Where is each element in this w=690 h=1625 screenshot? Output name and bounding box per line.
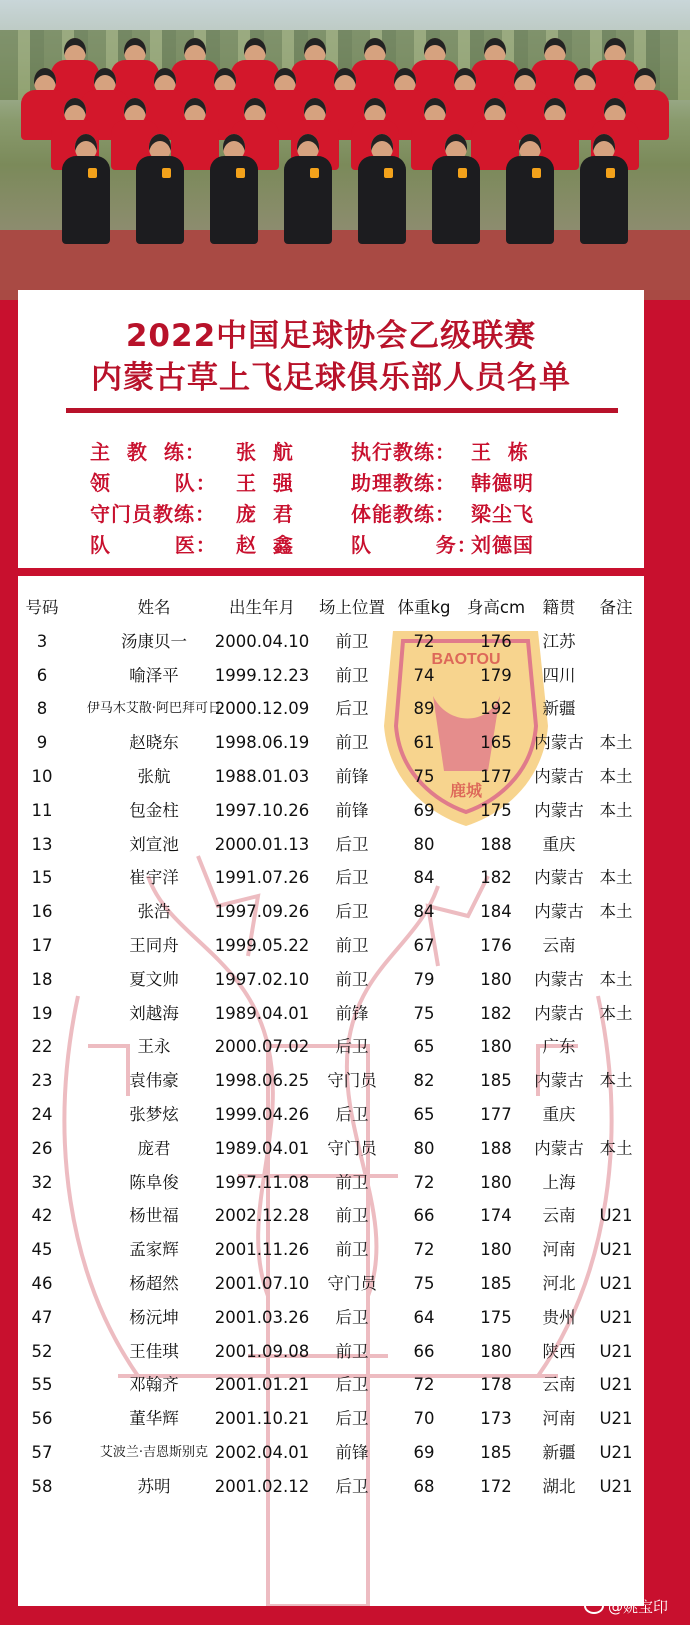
table-row	[18, 1031, 644, 1063]
table-row	[18, 862, 644, 894]
col-hometown: 广东	[542, 1037, 576, 1057]
staff-role: 助理教练：	[351, 471, 456, 495]
col-number: 15	[31, 868, 53, 888]
col-name: 伊马木艾散·阿巴拜可日	[86, 701, 222, 717]
col-number: 45	[31, 1240, 53, 1260]
weibo-credit	[584, 1596, 668, 1617]
title-line-2: 内蒙古草上飞足球俱乐部人员名单	[91, 360, 571, 396]
col-height: 176	[480, 936, 512, 955]
col-hometown: 云南	[542, 1206, 576, 1226]
table-row	[18, 1471, 644, 1503]
header-col-height: 身高cm	[466, 598, 526, 617]
col-position: 前卫	[335, 1240, 369, 1260]
col-height: 184	[480, 902, 512, 922]
photo-staff-row	[0, 134, 690, 244]
col-name: 喻泽平	[129, 665, 179, 685]
col-position: 前卫	[335, 969, 369, 989]
col-weight: 79	[413, 969, 435, 989]
col-position: 前卫	[335, 665, 369, 685]
col-name: 董华辉	[129, 1409, 179, 1429]
col-name: 王佳琪	[129, 1341, 179, 1361]
col-number: 19	[31, 1003, 53, 1023]
col-weight: 69	[413, 800, 435, 820]
col-position: 前卫	[335, 733, 369, 753]
col-hometown: 重庆	[542, 1105, 576, 1124]
col-note	[590, 693, 642, 725]
col-height: 165	[480, 733, 512, 753]
col-position: 前卫	[335, 631, 369, 651]
col-weight: 66	[413, 1206, 435, 1226]
col-position: 前锋	[335, 1443, 369, 1462]
col-weight: 66	[413, 1341, 435, 1361]
col-hometown: 新疆	[542, 699, 576, 719]
col-number: 58	[31, 1476, 53, 1496]
col-number: 57	[31, 1443, 53, 1462]
col-name: 包金柱	[129, 800, 179, 820]
col-note: U21	[599, 1274, 633, 1293]
col-position: 前锋	[335, 767, 369, 786]
staff-role: 队 医：	[90, 533, 217, 557]
col-name: 陈阜俊	[129, 1172, 179, 1192]
col-birthdate: 1999.04.26	[214, 1105, 310, 1124]
col-name: 刘越海	[129, 1003, 179, 1023]
col-hometown: 四川	[542, 665, 576, 685]
col-number: 22	[31, 1037, 53, 1057]
col-name: 邓翰齐	[129, 1375, 179, 1395]
col-name: 艾波兰·吉恩斯别克	[99, 1445, 209, 1460]
col-weight: 65	[413, 1037, 435, 1057]
col-hometown: 内蒙古	[534, 969, 584, 989]
col-position: 守门员	[327, 1274, 377, 1293]
col-weight: 84	[413, 902, 435, 922]
col-hometown: 内蒙古	[534, 902, 584, 922]
col-position: 守门员	[327, 1071, 377, 1091]
col-height: 180	[480, 1172, 512, 1192]
col-height: 180	[480, 1037, 512, 1057]
col-birthdate: 2001.11.26	[214, 1240, 310, 1260]
col-note: U21	[599, 1476, 633, 1496]
col-hometown: 重庆	[542, 834, 576, 854]
col-hometown: 河北	[542, 1274, 576, 1293]
col-hometown: 内蒙古	[534, 868, 584, 888]
col-weight: 72	[413, 1240, 435, 1260]
col-birthdate: 1999.12.23	[214, 665, 310, 685]
col-birthdate: 1997.11.08	[214, 1172, 310, 1192]
col-note	[590, 829, 642, 861]
staff-name: 庞 君	[236, 502, 294, 526]
col-note	[590, 1031, 642, 1063]
table-row	[18, 1167, 644, 1199]
col-birthdate: 2000.07.02	[214, 1037, 310, 1057]
col-birthdate: 2001.02.12	[214, 1476, 310, 1496]
table-row	[18, 896, 644, 928]
table-row	[18, 1268, 644, 1300]
col-note: 本土	[599, 1003, 633, 1023]
staff-name: 韩德明	[471, 471, 534, 495]
col-height: 176	[480, 631, 512, 651]
col-number: 47	[31, 1307, 53, 1327]
col-number: 6	[36, 665, 48, 685]
col-number: 56	[31, 1409, 53, 1429]
col-hometown: 河南	[542, 1240, 576, 1260]
staff-role: 守门员教练：	[90, 502, 216, 526]
col-hometown: 内蒙古	[534, 1071, 584, 1091]
col-note: 本土	[599, 800, 633, 820]
col-height: 185	[480, 1274, 512, 1293]
col-height: 172	[480, 1476, 512, 1496]
weibo-icon	[584, 1598, 604, 1614]
staff-role: 执行教练：	[351, 440, 456, 464]
staff-name: 梁尘飞	[471, 502, 534, 526]
col-position: 后卫	[335, 1105, 369, 1124]
col-number: 26	[31, 1138, 53, 1158]
col-position: 后卫	[335, 1307, 369, 1327]
col-position: 前卫	[335, 1206, 369, 1226]
staff-name: 王 强	[236, 471, 294, 495]
header-col-birthdate: 出生年月	[229, 598, 295, 617]
table-row	[18, 660, 644, 692]
title-line-1: 2022中国足球协会乙级联赛	[125, 318, 537, 354]
col-note	[590, 626, 642, 658]
staff-role: 领 队：	[90, 471, 217, 495]
col-name: 崔宇洋	[129, 868, 179, 888]
table-row	[18, 964, 644, 996]
col-note: 本土	[599, 1138, 633, 1158]
col-name: 刘宣池	[129, 834, 179, 854]
col-name: 杨超然	[129, 1274, 179, 1293]
staff-name: 王 栋	[471, 440, 529, 464]
col-name: 苏明	[137, 1476, 171, 1496]
col-number: 55	[31, 1375, 53, 1395]
col-weight: 80	[413, 1138, 435, 1158]
col-position: 后卫	[335, 1476, 369, 1496]
table-row	[18, 829, 644, 861]
staff-role: 体能教练：	[351, 502, 456, 526]
col-weight: 67	[413, 936, 435, 955]
col-hometown: 湖北	[542, 1476, 576, 1496]
col-height: 177	[480, 767, 512, 786]
col-weight: 75	[413, 1274, 435, 1293]
col-position: 后卫	[335, 699, 369, 719]
col-hometown: 上海	[542, 1172, 576, 1192]
col-note	[590, 1167, 642, 1199]
col-height: 185	[480, 1443, 512, 1462]
col-hometown: 陕西	[542, 1341, 576, 1361]
col-number: 17	[31, 936, 53, 955]
col-birthdate: 1989.04.01	[214, 1003, 310, 1023]
col-hometown: 内蒙古	[534, 800, 584, 820]
header-col-note: 备注	[599, 598, 633, 617]
table-row	[18, 626, 644, 658]
col-note: U21	[599, 1307, 633, 1327]
badge-text-bottom: 鹿城	[449, 781, 483, 800]
staff-role: 队 务：	[351, 533, 478, 557]
staff-name: 赵 鑫	[236, 533, 294, 557]
col-weight: 70	[413, 1409, 435, 1429]
col-name: 夏文帅	[129, 969, 179, 989]
col-note: U21	[599, 1443, 633, 1462]
header-col-number: 号码	[25, 598, 59, 617]
col-number: 32	[31, 1172, 53, 1192]
col-weight: 82	[413, 1071, 435, 1091]
col-birthdate: 2000.12.09	[214, 699, 310, 719]
col-height: 180	[480, 1341, 512, 1361]
col-birthdate: 1997.09.26	[214, 902, 310, 922]
col-birthdate: 1991.07.26	[214, 868, 310, 888]
col-name: 王同舟	[129, 936, 179, 955]
col-position: 前卫	[335, 1341, 369, 1361]
table-row	[18, 761, 644, 793]
col-position: 后卫	[335, 868, 369, 888]
col-height: 188	[480, 1138, 512, 1158]
col-hometown: 河南	[542, 1409, 576, 1429]
col-number: 46	[31, 1274, 53, 1293]
table-row	[18, 1403, 644, 1435]
col-birthdate: 2002.12.28	[214, 1206, 310, 1226]
col-weight: 64	[413, 1307, 435, 1327]
col-note: 本土	[599, 767, 633, 786]
col-position: 前锋	[335, 800, 369, 820]
col-height: 185	[480, 1071, 512, 1091]
col-hometown: 内蒙古	[534, 767, 584, 786]
col-height: 174	[480, 1206, 512, 1226]
col-position: 后卫	[335, 902, 369, 922]
col-weight: 75	[413, 767, 435, 786]
staff-name: 张 航	[236, 440, 294, 464]
table-row	[18, 998, 644, 1030]
col-note: 本土	[599, 902, 633, 922]
table-row	[18, 1369, 644, 1401]
col-weight: 80	[413, 834, 435, 854]
col-weight: 89	[413, 699, 435, 719]
col-number: 52	[31, 1341, 53, 1361]
col-birthdate: 1988.01.03	[214, 767, 310, 786]
table-row	[18, 1065, 644, 1097]
col-name: 庞君	[137, 1138, 171, 1158]
col-number: 11	[31, 800, 53, 820]
col-birthdate: 2001.09.08	[214, 1341, 310, 1361]
table-row	[18, 1200, 644, 1232]
col-name: 杨世福	[129, 1206, 179, 1226]
col-name: 杨沅坤	[129, 1307, 179, 1327]
col-position: 后卫	[335, 1037, 369, 1057]
title-card	[18, 290, 644, 568]
col-position: 后卫	[335, 1409, 369, 1429]
staff-role: 主 教 练：	[90, 440, 206, 464]
col-position: 后卫	[335, 1375, 369, 1395]
col-height: 188	[480, 834, 512, 854]
col-height: 175	[480, 1307, 512, 1327]
col-birthdate: 2002.04.01	[214, 1443, 310, 1462]
col-hometown: 新疆	[542, 1443, 576, 1462]
col-hometown: 云南	[542, 936, 576, 955]
col-weight: 72	[413, 1375, 435, 1395]
col-height: 182	[480, 868, 512, 888]
col-hometown: 云南	[542, 1375, 576, 1395]
col-note: U21	[599, 1206, 633, 1226]
col-note: U21	[599, 1375, 633, 1395]
table-row	[18, 1336, 644, 1368]
table-row	[18, 1099, 644, 1131]
col-number: 18	[31, 969, 53, 989]
badge-text-top: BAOTOU	[431, 651, 501, 668]
team-photo	[0, 0, 690, 300]
title-divider	[66, 408, 618, 413]
col-position: 守门员	[327, 1138, 377, 1158]
col-note	[590, 660, 642, 692]
col-name: 赵晓东	[129, 733, 179, 753]
col-weight: 75	[413, 1003, 435, 1023]
col-note: 本土	[599, 733, 633, 753]
col-weight: 72	[413, 1172, 435, 1192]
col-weight: 72	[413, 631, 435, 651]
header-col-weight: 体重kg	[397, 598, 451, 617]
col-name: 张浩	[137, 902, 171, 922]
col-hometown: 内蒙古	[534, 1138, 584, 1158]
col-weight: 65	[413, 1105, 435, 1124]
col-height: 180	[480, 1240, 512, 1260]
col-weight: 69	[413, 1443, 435, 1462]
table-row	[18, 727, 644, 759]
col-birthdate: 2000.01.13	[214, 834, 310, 854]
col-name: 张航	[137, 767, 171, 786]
col-hometown: 江苏	[542, 631, 576, 651]
col-birthdate: 2001.10.21	[214, 1409, 310, 1429]
col-note: U21	[599, 1240, 633, 1260]
col-hometown: 内蒙古	[534, 733, 584, 753]
table-header	[18, 592, 644, 624]
col-birthdate: 2001.01.21	[214, 1375, 310, 1395]
col-weight: 68	[413, 1476, 435, 1496]
table-row	[18, 693, 644, 725]
col-position: 前锋	[335, 1003, 369, 1023]
col-note: 本土	[599, 868, 633, 888]
col-weight: 61	[413, 733, 435, 753]
col-birthdate: 1998.06.19	[214, 733, 310, 753]
col-name: 王永	[137, 1037, 171, 1057]
col-birthdate: 1989.04.01	[214, 1138, 310, 1158]
col-name: 孟家辉	[129, 1240, 179, 1260]
col-note: 本土	[599, 1071, 633, 1091]
col-birthdate: 1999.05.22	[214, 936, 310, 955]
col-hometown: 内蒙古	[534, 1003, 584, 1023]
col-height: 180	[480, 969, 512, 989]
col-position: 后卫	[335, 834, 369, 854]
col-note: U21	[599, 1409, 633, 1429]
table-row	[18, 1302, 644, 1334]
col-height: 177	[480, 1105, 512, 1124]
table-row	[18, 1234, 644, 1266]
col-height: 178	[480, 1375, 512, 1395]
col-weight: 84	[413, 868, 435, 888]
col-birthdate: 1997.02.10	[214, 969, 310, 989]
col-height: 179	[480, 665, 512, 685]
col-position: 前卫	[335, 1172, 369, 1192]
col-birthdate: 1998.06.25	[214, 1071, 310, 1091]
col-name: 张梦炫	[129, 1105, 179, 1124]
col-birthdate: 2001.03.26	[214, 1307, 310, 1327]
col-number: 3	[36, 631, 48, 651]
col-birthdate: 2000.04.10	[214, 631, 310, 651]
col-note	[590, 1099, 642, 1131]
header-col-name: 姓名	[137, 598, 171, 617]
col-note: 本土	[599, 969, 633, 989]
weibo-credit-text: @姚宝印	[607, 1598, 668, 1616]
col-number: 23	[31, 1071, 53, 1091]
col-note	[590, 930, 642, 962]
header-col-hometown: 籍贯	[542, 598, 576, 617]
col-weight: 74	[413, 665, 435, 685]
staff-name: 刘德国	[471, 533, 534, 557]
col-name: 汤康贝一	[121, 631, 187, 651]
col-note: U21	[599, 1341, 633, 1361]
table-row	[18, 1133, 644, 1165]
col-height: 182	[480, 1003, 512, 1023]
table-row	[18, 930, 644, 962]
col-height: 192	[480, 699, 512, 719]
table-row	[18, 1437, 644, 1469]
col-hometown: 贵州	[542, 1307, 576, 1327]
col-number: 13	[31, 834, 53, 854]
col-number: 42	[31, 1206, 53, 1226]
col-name: 袁伟豪	[129, 1071, 179, 1091]
col-number: 16	[31, 902, 53, 922]
col-number: 24	[31, 1105, 53, 1124]
table-row	[18, 795, 644, 827]
col-number: 10	[31, 767, 53, 786]
col-birthdate: 1997.10.26	[214, 800, 310, 820]
col-height: 173	[480, 1409, 512, 1429]
col-position: 前卫	[335, 936, 369, 955]
col-birthdate: 2001.07.10	[214, 1274, 310, 1293]
header-col-position: 场上位置	[319, 598, 385, 617]
col-height: 175	[480, 800, 512, 820]
col-number: 8	[36, 699, 48, 719]
col-number: 9	[36, 733, 48, 753]
roster-table	[18, 576, 644, 1606]
